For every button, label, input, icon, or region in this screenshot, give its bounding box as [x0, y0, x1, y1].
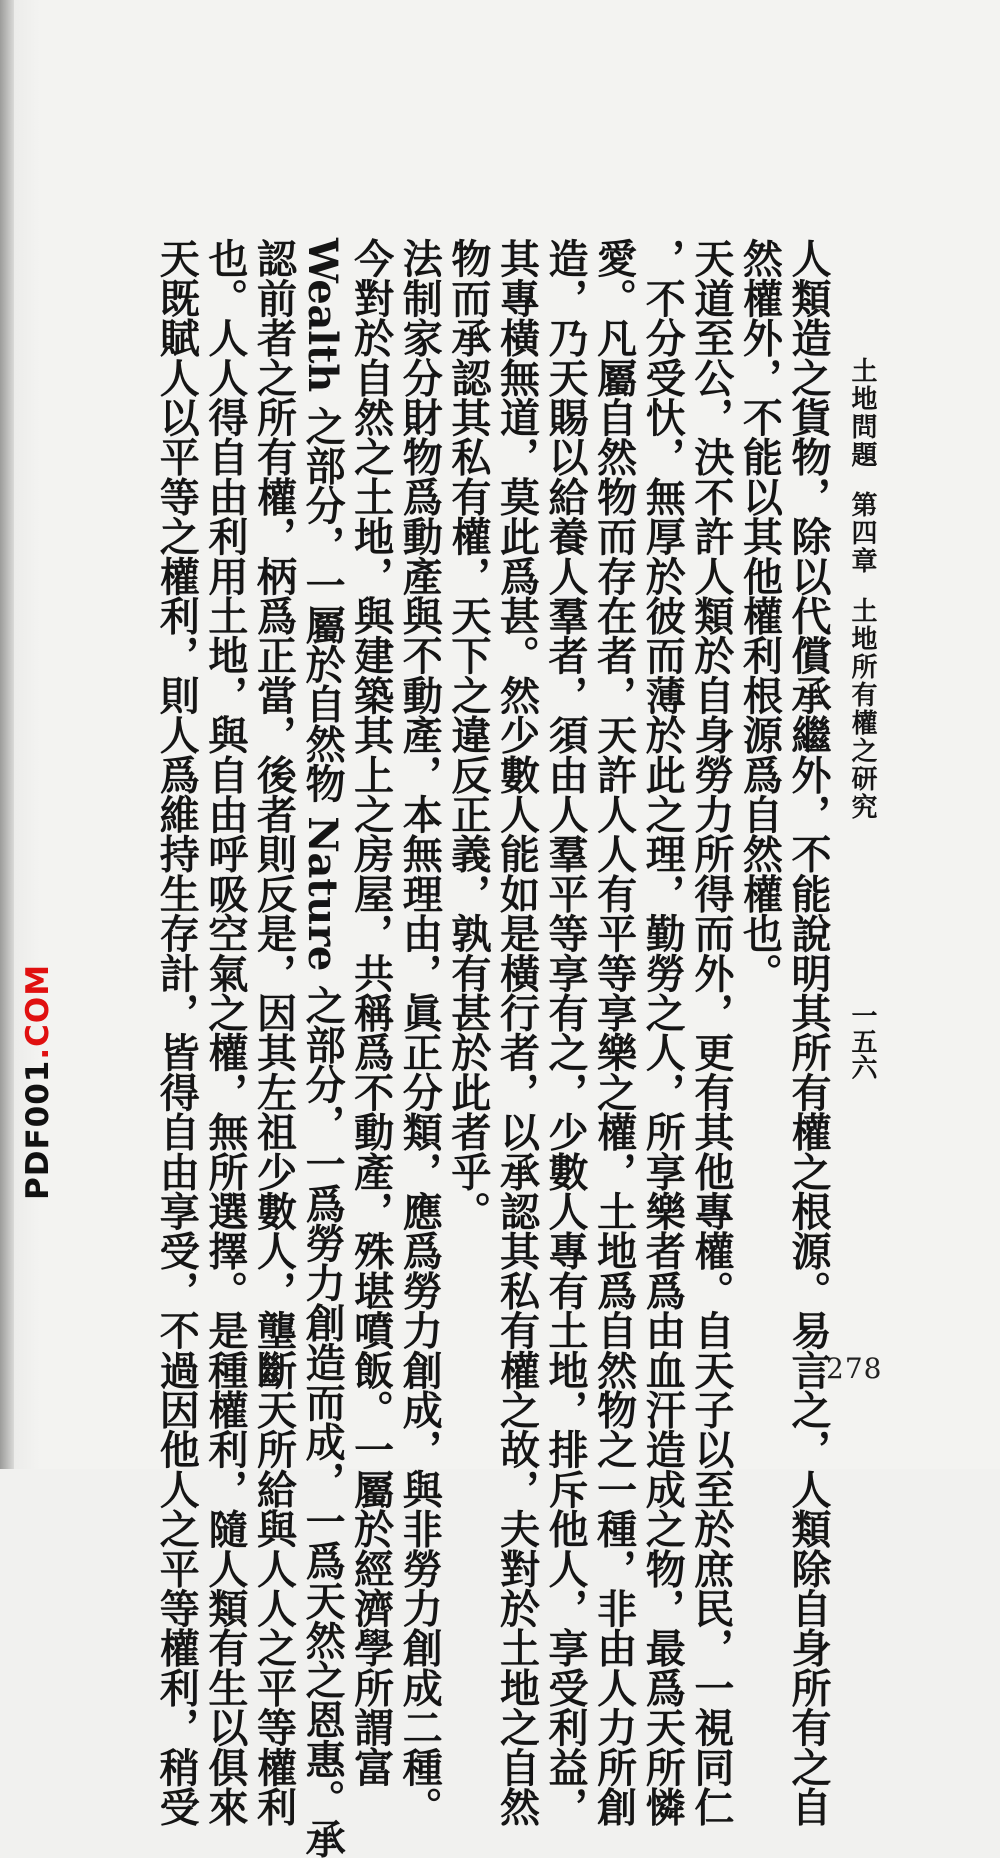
text-line: 天道至公，決不許人類於自身勞力所得而外，更有其他專權。自天子以至於庶民，一視同仁	[687, 238, 735, 1827]
text-line: 今對於自然之土地，與建築其上之房屋，共稱爲不動產，殊堪噴飯。一屬於經濟學所謂富	[347, 238, 395, 1787]
text-line: Wealth 之部分，一屬於自然物 Nature 之部分，一爲勞力創造而成，一爲天然之恩惠。承	[299, 238, 347, 1858]
text-line: 其專橫無道，莫此爲甚。然少數人能如是橫行者，以承認其私有權之故，夫對於土地之自然	[493, 238, 541, 1827]
running-head	[842, 357, 882, 821]
text-line: 人類造之貨物，除以代償承繼外，不能說明其所有權之根源。易言之，人類除自身所有之自	[785, 238, 832, 1827]
text-line: 物而承認其私有權，天下之違反正義，孰有甚於此者乎。	[444, 238, 492, 1231]
binding-gutter-shadow	[0, 0, 14, 1469]
text-line: 法制家分財物爲動產與不動產，本無理由，眞正分類，應爲勞力創成，與非勞力創成二種。	[396, 238, 444, 1827]
text-line: 也。人人得自由利用土地，與自由呼吸空氣之權，無所選擇。是種權利，隨人類有生以俱來	[201, 238, 249, 1827]
text-line: 認前者之所有權，柄爲正當，後者則反是，因其左祖少數人，壟斷天所給與人人之平等權利	[250, 238, 298, 1827]
page-number: 278	[826, 1352, 883, 1385]
text-line: ，不分受忕，無厚於彼而薄於此之理，勤勞之人，所享樂者爲由血汗造成之物，最爲天所憐	[639, 238, 687, 1827]
text-line: 愛。凡屬自然物而存在者，天許人人有平等享樂之權，土地爲自然物之一種，非由人力所創	[590, 238, 638, 1827]
running-head-section-title: 土地所有權之研究	[847, 597, 877, 821]
chinese-folio: 一五六	[847, 1002, 877, 1080]
text-line: 造，乃天賜以給養人羣者，須由人羣平等享有之，少數人專有土地，排斥他人，享受利益，	[542, 238, 590, 1827]
watermark	[18, 963, 58, 1200]
text-line: 天既賦人以平等之權利，則人爲維持生存計，皆得自由享受，不過因他人之平等權利，稍受	[153, 238, 201, 1827]
running-head-book-title: 土地問題	[847, 357, 877, 469]
text-line: 然權外，不能以其他權利根源爲自然權也。	[736, 238, 784, 993]
running-head-chapter: 第四章	[847, 491, 877, 575]
body-text	[153, 238, 832, 1858]
watermark-text-red: .COM	[20, 963, 56, 1060]
watermark-text-black: PDF001	[20, 1059, 56, 1200]
